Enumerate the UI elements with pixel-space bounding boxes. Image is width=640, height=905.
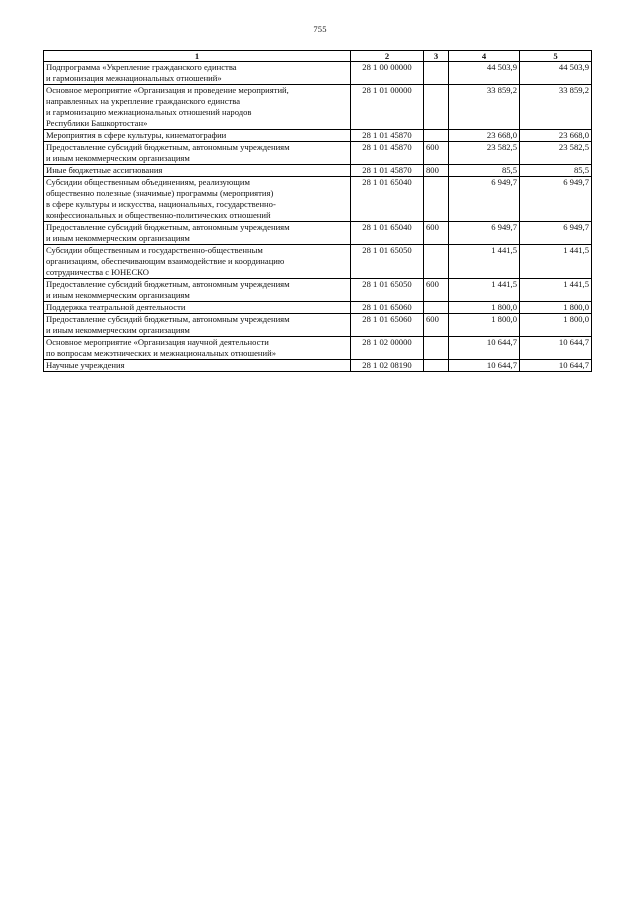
row-name: Предоставление субсидий бюджетным, автономным учреждениям и иным некоммерческим организациям	[44, 142, 351, 165]
row-amount-col5: 85,5	[520, 165, 592, 177]
row-amount-col5: 1 441,5	[520, 279, 592, 302]
row-amount-col4: 6 949,7	[449, 222, 520, 245]
row-name: Основное мероприятие «Организация и проведение мероприятий, направленных на укрепление гражданского единства и гармонизацию межнациональных отношений народов Республики Башкортостан»	[44, 85, 351, 130]
row-expense-type	[424, 245, 449, 279]
page-number: 755	[313, 24, 327, 34]
header-col-1: 1	[44, 51, 351, 62]
table-row	[44, 314, 592, 337]
row-code: 28 1 01 65050	[351, 245, 424, 279]
row-name: Субсидии общественным объединениям, реализующим общественно полезные (значимые) программы (мероприятия) в сфере культуры и искусства, национальных, государственно- конфессиональных и общественно-политических отношений	[44, 177, 351, 222]
row-amount-col4: 1 441,5	[449, 279, 520, 302]
row-expense-type: 600	[424, 314, 449, 337]
row-amount-col4: 85,5	[449, 165, 520, 177]
row-amount-col4: 6 949,7	[449, 177, 520, 222]
row-expense-type	[424, 62, 449, 85]
table-row	[44, 130, 592, 142]
table-row	[44, 85, 592, 130]
row-amount-col4: 23 582,5	[449, 142, 520, 165]
row-name: Научные учреждения	[44, 360, 351, 372]
row-expense-type	[424, 360, 449, 372]
row-amount-col5: 33 859,2	[520, 85, 592, 130]
row-amount-col4: 10 644,7	[449, 337, 520, 360]
row-expense-type	[424, 337, 449, 360]
row-amount-col4: 33 859,2	[449, 85, 520, 130]
table-row	[44, 245, 592, 279]
row-amount-col4: 10 644,7	[449, 360, 520, 372]
row-amount-col5: 6 949,7	[520, 222, 592, 245]
row-name: Подпрограмма «Укрепление гражданского единства и гармонизация межнациональных отношений»	[44, 62, 351, 85]
row-code: 28 1 01 65060	[351, 314, 424, 337]
row-amount-col5: 23 582,5	[520, 142, 592, 165]
table-row	[44, 337, 592, 360]
row-amount-col4: 1 800,0	[449, 302, 520, 314]
row-code: 28 1 01 45870	[351, 142, 424, 165]
header-col-2: 2	[351, 51, 424, 62]
row-code: 28 1 01 65040	[351, 177, 424, 222]
row-code: 28 1 00 00000	[351, 62, 424, 85]
row-amount-col4: 23 668,0	[449, 130, 520, 142]
table-row	[44, 62, 592, 85]
budget-table	[43, 50, 592, 372]
header-col-5: 5	[520, 51, 592, 62]
row-expense-type: 600	[424, 222, 449, 245]
row-amount-col5: 1 800,0	[520, 314, 592, 337]
row-amount-col4: 1 441,5	[449, 245, 520, 279]
header-col-4: 4	[449, 51, 520, 62]
row-amount-col5: 10 644,7	[520, 360, 592, 372]
row-amount-col5: 1 800,0	[520, 302, 592, 314]
table-row	[44, 279, 592, 302]
row-expense-type	[424, 85, 449, 130]
row-expense-type	[424, 177, 449, 222]
row-name: Основное мероприятие «Организация научной деятельности по вопросам межэтнических и межнациональных отношений»	[44, 337, 351, 360]
row-name: Поддержка театральной деятельности	[44, 302, 351, 314]
row-code: 28 1 01 65060	[351, 302, 424, 314]
row-code: 28 1 01 65040	[351, 222, 424, 245]
header-col-3: 3	[424, 51, 449, 62]
row-name: Мероприятия в сфере культуры, кинематографии	[44, 130, 351, 142]
row-code: 28 1 02 00000	[351, 337, 424, 360]
row-expense-type	[424, 130, 449, 142]
row-amount-col4: 44 503,9	[449, 62, 520, 85]
row-name: Предоставление субсидий бюджетным, автономным учреждениям и иным некоммерческим организациям	[44, 222, 351, 245]
row-name: Предоставление субсидий бюджетным, автономным учреждениям и иным некоммерческим организациям	[44, 314, 351, 337]
row-code: 28 1 02 08190	[351, 360, 424, 372]
row-code: 28 1 01 00000	[351, 85, 424, 130]
table-row	[44, 142, 592, 165]
row-amount-col5: 6 949,7	[520, 177, 592, 222]
row-amount-col5: 23 668,0	[520, 130, 592, 142]
row-code: 28 1 01 45870	[351, 165, 424, 177]
row-expense-type: 600	[424, 279, 449, 302]
row-amount-col5: 44 503,9	[520, 62, 592, 85]
table-header-row	[44, 51, 592, 62]
row-expense-type: 600	[424, 142, 449, 165]
table-row	[44, 165, 592, 177]
row-code: 28 1 01 65050	[351, 279, 424, 302]
row-expense-type	[424, 302, 449, 314]
table-row	[44, 177, 592, 222]
row-amount-col4: 1 800,0	[449, 314, 520, 337]
row-amount-col5: 10 644,7	[520, 337, 592, 360]
table-row	[44, 302, 592, 314]
table-row	[44, 360, 592, 372]
row-name: Иные бюджетные ассигнования	[44, 165, 351, 177]
row-amount-col5: 1 441,5	[520, 245, 592, 279]
table-row	[44, 222, 592, 245]
row-expense-type: 800	[424, 165, 449, 177]
row-code: 28 1 01 45870	[351, 130, 424, 142]
row-name: Предоставление субсидий бюджетным, автономным учреждениям и иным некоммерческим организациям	[44, 279, 351, 302]
row-name: Субсидии общественным и государственно-общественным организациям, обеспечивающим взаимодействие и координацию сотрудничества с ЮНЕСКО	[44, 245, 351, 279]
